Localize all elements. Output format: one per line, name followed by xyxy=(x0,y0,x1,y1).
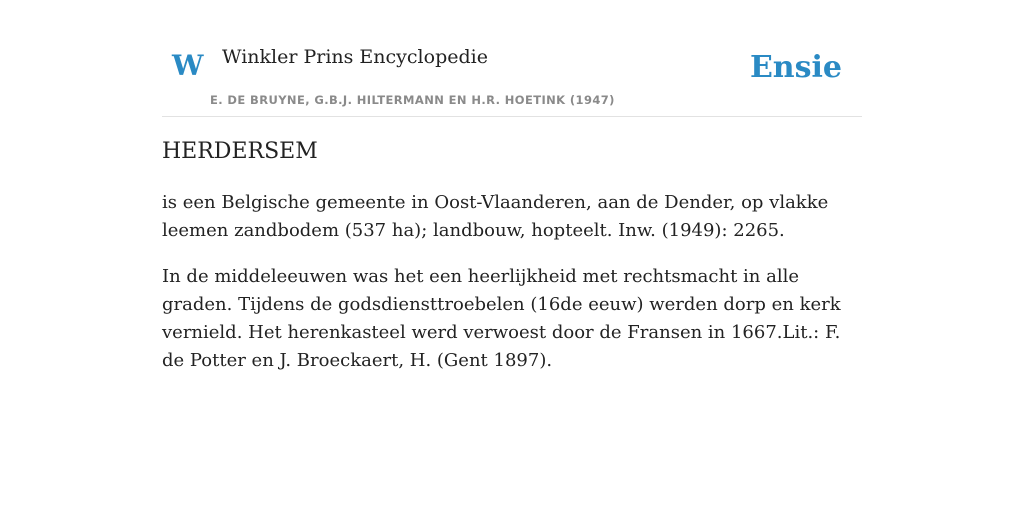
ensie-logo-link[interactable]: Ensie xyxy=(749,50,842,85)
winkler-prins-logo[interactable]: W xyxy=(172,49,204,82)
source-header xyxy=(162,40,862,117)
article-paragraph-1: is een Belgische gemeente in Oost-Vlaanderen, aan de Dender, op vlakke leemen zandbodem (537 ha); landbouw, hopteelt. Inw. (1949): 2265. xyxy=(162,191,829,241)
article-paragraph-2: In de middeleeuwen was het een heerlijkheid met rechtsmacht in alle graden. Tijdens de godsdiensttroebelen (16de eeuw) werden dorp en kerk vernield. Het herenkasteel werd verwoest door de Fransen in 1667.Lit.: F. de Potter en J. Broeckaert, H. (Gent 1897). xyxy=(162,265,841,371)
article xyxy=(162,138,862,393)
source-authors: E. DE BRUYNE, G.B.J. HILTERMANN EN H.R. HOETINK (1947) xyxy=(210,93,615,107)
source-title-link[interactable]: Winkler Prins Encyclopedie xyxy=(222,46,488,68)
article-title: HERDERSEM xyxy=(162,139,318,164)
